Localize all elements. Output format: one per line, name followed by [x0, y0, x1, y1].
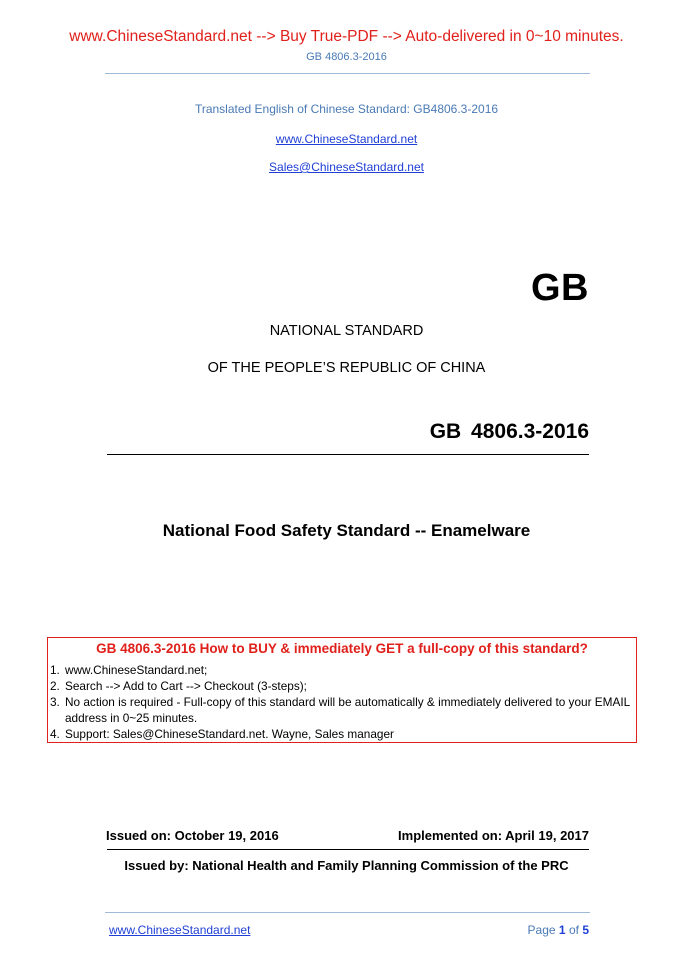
footer-divider	[105, 912, 590, 913]
list-number: 2.	[50, 679, 60, 693]
header-standard-code: GB 4806.3-2016	[306, 51, 387, 63]
list-item	[50, 694, 640, 726]
national-standard-line: NATIONAL STANDARD	[269, 323, 424, 339]
page-current: 1	[558, 923, 566, 937]
standard-number-divider	[107, 454, 589, 455]
translated-note: Translated English of Chinese Standard: GB4806.3-2016	[194, 102, 499, 116]
list-item	[50, 726, 640, 742]
implemented-on-date: Implemented on: April 19, 2017	[398, 828, 589, 843]
footer-website-link[interactable]: www.ChineseStandard.net	[109, 923, 251, 937]
buy-steps-list	[50, 662, 640, 742]
list-number: 1.	[50, 663, 60, 677]
gb-logo: GB	[531, 267, 589, 309]
list-text: www.ChineseStandard.net;	[65, 663, 208, 677]
issued-by: Issued by: National Health and Family Planning Commission of the PRC	[124, 858, 569, 873]
page-indicator	[528, 923, 589, 937]
email-link[interactable]: Sales@ChineseStandard.net	[269, 160, 424, 174]
buy-heading: GB 4806.3-2016 How to BUY & immediately GET a full-copy of this standard?	[96, 641, 588, 656]
list-text: No action is required - Full-copy of this standard will be automatically & immediately delivered to your EMAIL address in 0~25 minutes.	[65, 695, 630, 725]
dates-divider	[107, 849, 589, 850]
top-banner[interactable]: www.ChineseStandard.net --> Buy True-PDF --> Auto-delivered in 0~10 minutes.	[69, 28, 624, 45]
buy-info-box	[47, 637, 637, 743]
page-label: Page	[527, 923, 556, 937]
list-number: 3.	[50, 695, 60, 709]
standard-number: GB 4806.3-2016	[429, 420, 589, 443]
list-text: Support: Sales@ChineseStandard.net. Wayne, Sales manager	[65, 727, 394, 741]
document-title: National Food Safety Standard -- Enamelware	[162, 521, 531, 540]
page-of: of	[568, 923, 579, 937]
list-text: Search --> Add to Cart --> Checkout (3-steps);	[65, 679, 307, 693]
issued-on-date: Issued on: October 19, 2016	[106, 828, 279, 843]
list-number: 4.	[50, 727, 60, 741]
list-item	[50, 678, 640, 694]
page-total: 5	[582, 923, 589, 937]
website-link[interactable]: www.ChineseStandard.net	[275, 132, 418, 146]
country-line: OF THE PEOPLE’S REPUBLIC OF CHINA	[207, 360, 486, 376]
header-divider	[105, 73, 590, 74]
list-item	[50, 662, 640, 678]
